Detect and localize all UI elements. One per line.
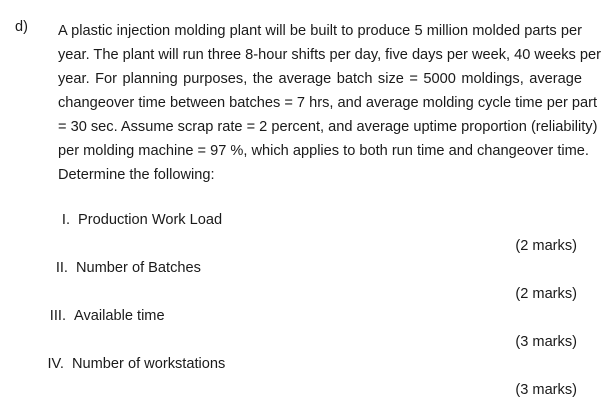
sub-question-text: Available time: [74, 308, 165, 324]
question-label: d): [15, 19, 28, 35]
sub-question-numeral: II.: [55, 260, 68, 276]
sub-question-text: Number of Batches: [76, 260, 201, 276]
paragraph-line: changeover time between batches = 7 hrs, and average molding cycle time per part: [58, 95, 598, 111]
marks-label: (2 marks): [515, 238, 577, 254]
sub-question-text: Number of workstations: [72, 356, 226, 372]
paragraph-line: Determine the following:: [58, 167, 215, 183]
paragraph-line: year. The plant will run three 8-hour shifts per day, five days per week, 40 weeks per: [58, 47, 601, 63]
sub-question-text: Production Work Load: [78, 212, 223, 228]
paragraph-line: A plastic injection molding plant will be built to produce 5 million molded parts per: [58, 23, 582, 39]
sub-question-numeral: I.: [61, 212, 70, 228]
sub-question-4: [38, 356, 225, 372]
sub-question-numeral: IV.: [47, 356, 64, 372]
paragraph-line: per molding machine = 97 %, which applies to both run time and changeover time.: [58, 143, 589, 159]
paragraph-line: = 30 sec. Assume scrap rate = 2 percent, and average uptime proportion (reliability): [58, 119, 598, 135]
sub-question-2: [42, 260, 201, 276]
sub-question-numeral: III.: [49, 308, 66, 324]
paragraph-line: year. For planning purposes, the average batch size = 5000 moldings, average: [58, 71, 582, 87]
marks-label: (3 marks): [515, 334, 577, 350]
question-paragraph: [58, 19, 601, 187]
marks-label: (3 marks): [515, 382, 577, 398]
sub-question-3: [40, 308, 165, 324]
marks-label: (2 marks): [515, 286, 577, 302]
sub-question-1: [44, 212, 222, 228]
